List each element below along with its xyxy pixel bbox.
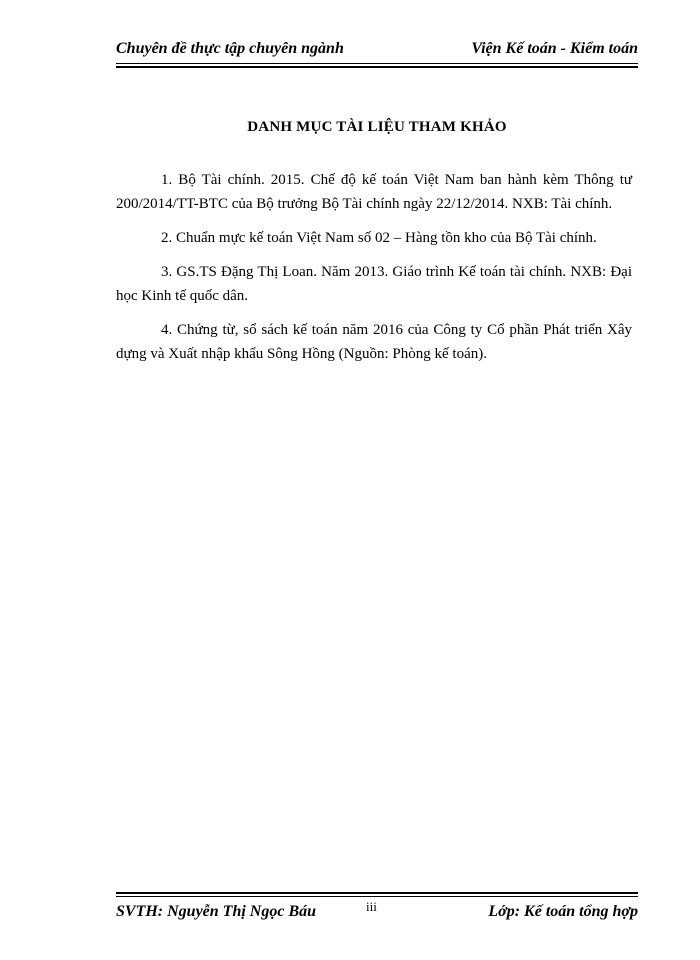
page-title: DANH MỤC TÀI LIỆU THAM KHẢO xyxy=(247,119,507,135)
header-institute: Viện Kế toán - Kiểm toán xyxy=(471,40,638,57)
header-rule-thick xyxy=(116,66,638,68)
reference-item: 2. Chuẩn mực kế toán Việt Nam số 02 – Hàng tồn kho của Bộ Tài chính. xyxy=(161,230,597,246)
reference-item: 3. GS.TS Đặng Thị Loan. Năm 2013. Giáo trình Kế toán tài chính. NXB: Đại học Kinh tế quốc dân. xyxy=(116,264,632,304)
page-header xyxy=(116,38,638,64)
footer-class: Lớp: Kế toán tổng hợp xyxy=(488,903,638,920)
footer-student: SVTH: Nguyễn Thị Ngọc Báu xyxy=(116,903,317,920)
header-report-type: Chuyên đề thực tập chuyên ngành xyxy=(116,40,344,57)
reference-item: 1. Bộ Tài chính. 2015. Chế độ kế toán Việt Nam ban hành kèm Thông tư 200/2014/TT-BTC của Bộ trưởng Bộ Tài chính ngày 22/12/2014. NXB: Tài chính. xyxy=(116,172,632,212)
footer-rule-thick xyxy=(116,892,638,894)
reference-list xyxy=(116,168,632,376)
page-number: iii xyxy=(366,899,377,914)
reference-item: 4. Chứng từ, sổ sách kế toán năm 2016 của Công ty Cổ phần Phát triển Xây dựng và Xuất nhập khẩu Sông Hồng (Nguồn: Phòng kế toán). xyxy=(116,322,632,362)
header-rule-thin xyxy=(116,63,638,64)
footer-rule-thin xyxy=(116,896,638,897)
